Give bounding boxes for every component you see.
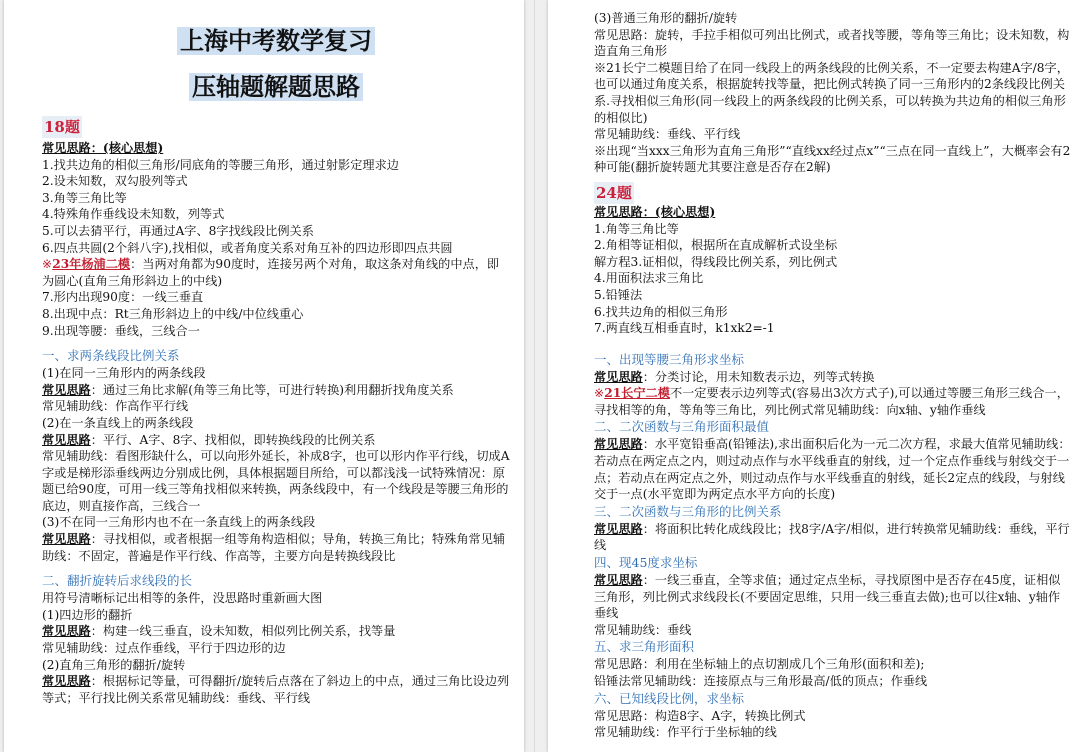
list-item: 6.四点共圆(2个斜八字),找相似，或者角度关系对角互补的四边形即四点共圆 [42,240,453,255]
idea-text: ：寻找相似，或者根据一组等角构造相似；导角，转换三角比；特殊角常见辅助线：不固定，普遍是作平行线、作高等，主要方向是转换线段比 [42,532,506,563]
section-heading: 六、已知线段比例，求坐标 [594,690,745,706]
note-text: ：当两对角都为90度时，连接另两个对角，取这条对角线的中点，即为圆心(直角三角形斜边上的中线) [42,257,500,288]
idea-text: ：分类讨论，用未知数表示边，列等式转换 [642,369,875,384]
list-item: 7.形内出现90度：一线三垂直 [42,290,204,305]
list-item: 5.可以去猜平行，再通过A字、8字找线段比例关系 [42,223,314,238]
section-heading: 三、二次函数与三角形的比例关系 [594,503,782,519]
list-item: 2.设未知数，双勾股列等式 [42,174,188,189]
idea-text: ：平行、A字、8字、找相似，即转换线段的比例关系 [90,432,376,447]
idea-text: ：通过三角比求解(角等三角比等，可进行转换)利用翻折找角度关系 [90,382,454,397]
core-idea-heading: 常见思路：(核心思想) [42,141,164,155]
idea-label: 常见思路 [594,521,643,536]
section-heading: 一、求两条线段比例关系 [42,348,180,364]
list-item: 7.两直线互相垂直时，k1xk2=-1 [594,321,775,336]
idea-label: 常见思路 [594,573,643,588]
doc-title: 上海中考数学复习 [42,24,510,58]
idea-text: ：将面积比转化成线段比；找8字/A字/相似，进行转换常见辅助线：垂线，平行线 [594,521,1070,553]
list-item: 4.特殊角作垂线设未知数，列等式 [42,207,225,222]
list-item: 5.铅锤法 [594,287,643,302]
note: ※21长宁二模题目给了在同一线段上的两条线段的比例关系，不一定要去构建A字/8字，也可以通过角度关系，根据旋转找等量，把比例式转换了同一三角形内的2条线段比例关系.寻找相似三角形(同一线段上的两条线段的比例关系，可以转换为共边角的相似三角形的相似比) [594,60,1069,125]
right-page [548,0,1080,752]
list-item: 解方程3.证相似，得线段比例关系，列比例式 [594,254,838,269]
aux-line-text: 常见辅助线：垂线、平行线 [594,127,741,142]
aux-line-text: 常见辅助线：过点作垂线，平行于四边形的边 [42,641,286,656]
core-idea-heading: 常见思路：(核心思想) [594,204,716,219]
subsection-heading: (1)四边形的翻折 [42,607,133,622]
list-item: 9.出现等腰：垂线，三线合一 [42,323,200,338]
section-heading: 二、二次函数与三角形面积最值 [594,419,770,435]
aux-line-text: 常见辅助线：看图形缺什么，可以向形外延长，补成8字，也可以形内作平行线，切成A字或是梯形添垂线两边分别成比例，具体根据题目所给，可以都浅浅一试特殊情况：原题已给90度，可用一线三等角找相似来转换，两条线段中，有一个线段是等腰三角形的底边，则直接作高，三线合一 [42,449,510,513]
idea-label: 常见思路 [42,532,91,547]
idea-label: 常见思路 [594,437,643,452]
question-24-heading: 24题 [596,183,632,202]
list-item: 1.找共边角的相似三角形/同底角的等腰三角形，通过射影定理求边 [42,157,399,172]
subsection-heading: (2)直角三角形的翻折/旋转 [42,657,186,672]
aux-line-text: 常见辅助线：作平行于坐标轴的线 [594,725,777,740]
idea-label: 常见思路 [42,432,91,447]
subsection-heading: (2)在一条直线上的两条线段 [42,415,194,430]
subsection-heading: (3)普通三角形的翻折/旋转 [594,11,738,25]
section-heading: 五、求三角形面积 [594,639,695,655]
idea-label: 常见思路 [42,382,91,397]
note-label: 21长宁二模 [604,386,670,401]
note: ※出现“当xxx三角形为直角三角形”“直线xx经过点x”“三点在同一直线上”，大概率会有2种可能(翻折旋转题尤其要注意是否存在2解) [594,143,1071,175]
subsection-heading: (1)在同一三角形内的两条线段 [42,366,206,381]
paragraph: 常见思路：旋转，手拉手相似可列出比例式，或者找等腰，等角等三角比；设未知数，构造直角三角形 [594,27,1070,59]
subsection-heading: (3)不在同一三角形内也不在一条直线上的两条线段 [42,515,316,530]
idea-label: 常见思路 [42,624,91,639]
idea-text: ：根据标记等量，可得翻折/旋转后点落在了斜边上的中点，通过三角比设边列等式；平行找比例关系常见辅助线：垂线、平行线 [42,674,510,705]
left-page [4,0,524,752]
idea-text: ：水平宽铅垂高(铅锤法),求出面积后化为一元二次方程，求最大值常见辅助线：若动点在两定点之内，则过动点作与水平线垂直的射线，过一个定点作垂线与射线交于一点；若动点在两定点之外，则过动点作与水平线垂直的射线，延长2定点的线段，与射线交于一点(水平宽即为两定点水平方向的长度) [594,437,1071,502]
section-heading: 一、出现等腰三角形求坐标 [594,351,745,367]
list-item: 2.角相等证相似，根据所在直成解析式设坐标 [594,238,838,253]
paragraph: 用符号清晰标记出相等的条件，没思路时重新画大图 [42,591,323,606]
note-label: 23年杨浦二模 [52,257,131,272]
section-heading: 二、翻折旋转后求线段的长 [42,573,193,589]
idea-text: ：构建一线三垂直，设未知数，相似列比例关系，找等量 [90,624,396,639]
note [594,385,1072,418]
idea-text: ：一线三垂直，全等求值；通过定点坐标，寻找原图中是否存在45度，证相似三角形，列比例式求线段长(不要固定思维，只用一线三垂直去做);也可以往x轴、y轴作垂线 [594,573,1061,621]
note-mark: ※ [594,386,605,401]
note-text: 不一定要表示边列等式(容易出3次方式子),可以通过等腰三角形三线合一，寻找相等的角，等角等三角比，列比例式常见辅助线：向x轴、y轴作垂线 [594,386,1069,417]
page-divider [534,0,535,752]
aux-line-text: 铅锤法常见辅助线：连接原点与三角形最高/低的顶点；作垂线 [594,674,928,688]
aux-line-text: 常见辅助线：垂线 [594,622,692,637]
list-item: 3.角等三角比等 [42,190,127,205]
list-item: 4.用面积法求三角比 [594,271,704,286]
list-item: 1.角等三角比等 [594,221,679,236]
doc-subtitle: 压轴题解题思路 [42,70,510,104]
note-mark: ※ [42,257,53,272]
section-heading: 四、现45度求坐标 [594,555,698,571]
note [42,256,510,289]
paragraph: 常见思路：利用在坐标轴上的点切割成几个三角形(面积和差); [594,657,925,672]
question-18-heading: 18题 [44,118,80,136]
list-item: 8.出现中点：Rt三角形斜边上的中线/中位线重心 [42,306,304,321]
aux-line-text: 常见辅助线：作高作平行线 [42,399,189,414]
idea-label: 常见思路 [42,674,91,689]
paragraph: 常见思路：构造8字、A字，转换比例式 [594,708,806,723]
idea-label: 常见思路 [594,369,643,384]
list-item: 6.找共边角的相似三角形 [594,304,728,319]
